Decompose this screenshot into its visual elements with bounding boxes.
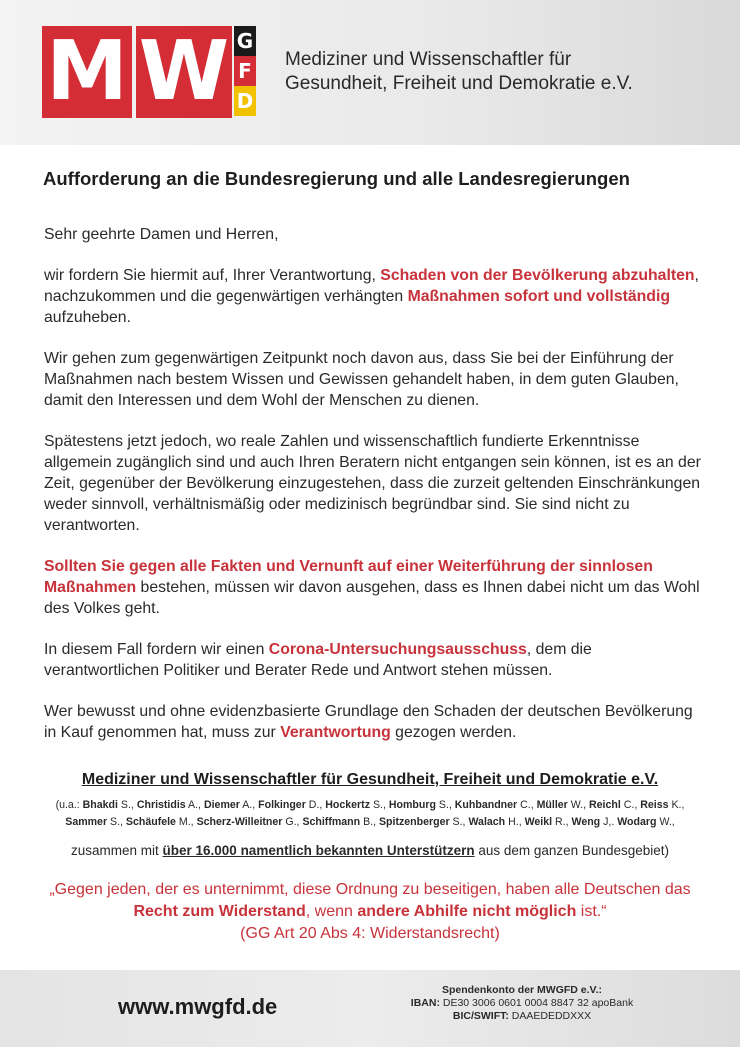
- signatory-surname: Folkinger: [258, 799, 306, 811]
- logo-gfd: [234, 26, 256, 118]
- signatory-surname: Diemer: [203, 799, 240, 811]
- signatory-surname: Scherz-Willeitner: [196, 816, 283, 828]
- highlight-text: Schaden von der Bevölkerung abzuhalten: [380, 267, 695, 284]
- supporters-line: zusammen mit über 16.000 namentlich bekannten Unterstützern aus dem ganzen Bundesgebiet): [70, 843, 669, 858]
- quote-reference: (GG Art 20 Abs 4: Widerstandsrecht): [240, 925, 500, 942]
- paragraph-evidence: Spätestens jetzt jedoch, wo reale Zahlen und wissenschaftlich fundierte Erkenntnisse allgemein zugänglich sind und auch Ihren Beratern nicht entgangen sein können, ist es an der Zeit, gegenüber der Bevölkerung einzugestehen, dass die zurzeit geltenden Einschränkungen weder sinnvoll, verhältnismäßig oder medizinisch begründbar sind. Sie sind nicht zu verantworten.: [44, 433, 701, 534]
- paragraph-committee: In diesem Fall fordern wir einen Corona-Untersuchungsausschuss, dem die verantwortlichen Politiker und Berater Rede und Antwort stehen müssen.: [44, 641, 592, 679]
- quote-text: „Gegen jeden, der es unternimmt, diese Ordnung zu beseitigen, haben alle Deutschen das Recht zum Widerstand, wenn andere Abhilfe nicht möglich ist.“: [49, 881, 691, 920]
- signatory-surname: Spitzenberger: [378, 816, 450, 828]
- footer: [0, 970, 740, 1047]
- header: [0, 0, 740, 145]
- supporters-count: über 16.000 namentlich bekannten Unterstützern: [162, 843, 475, 858]
- bank-title: Spendenkonto der MWGFD e.V.:: [441, 984, 603, 996]
- salutation: Sehr geehrte Damen und Herren,: [44, 226, 279, 243]
- paragraph-warning: Sollten Sie gegen alle Fakten und Vernunft auf einer Weiterführung der sinnlosen Maßnahmen bestehen, müssen wir davon ausgehen, dass es Ihnen dabei nicht um das Wohl des Volkes geht.: [44, 558, 700, 617]
- signatory-surname: Reichl: [589, 799, 621, 811]
- org-name-line1: Mediziner und Wissenschaftler für: [285, 49, 572, 70]
- signatory-surname: Walach: [468, 816, 506, 828]
- signatory-surname: Bhakdi: [82, 799, 118, 811]
- logo-g: G: [234, 26, 256, 56]
- signatory-surname: Schiffmann: [302, 816, 361, 828]
- highlight-text: Corona-Untersuchungsausschuss: [268, 641, 527, 658]
- signature-organization: Mediziner und Wissenschaftler für Gesundheit, Freiheit und Demokratie e.V.: [81, 771, 659, 788]
- org-name-line2: Gesundheit, Freiheit und Demokratie e.V.: [285, 73, 633, 94]
- mwgfd-logo: [42, 26, 256, 118]
- logo-m: M: [42, 26, 132, 118]
- signatory-surname: Schäufele: [125, 816, 176, 828]
- signatory-surname: Sammer: [65, 816, 108, 828]
- highlight-text: Verantwortung: [280, 724, 391, 741]
- signatory-surname: Hockertz: [325, 799, 371, 811]
- signatory-surname: Weng: [571, 816, 601, 828]
- paragraph-assumption: Wir gehen zum gegenwärtigen Zeitpunkt noch davon aus, dass Sie bei der Einführung der Maßnahmen nach bestem Wissen und Gewissen gehandelt haben, in dem guten Glauben, damit den Interessen und dem Wohl der Menschen zu dienen.: [44, 350, 679, 409]
- signatory-surname: Wodarg: [617, 816, 657, 828]
- signatory-surname: Kuhbandner: [454, 799, 518, 811]
- document-title: Aufforderung an die Bundesregierung und alle Landesregierungen: [43, 168, 630, 189]
- constitution-quote: [40, 879, 700, 945]
- logo-f: F: [234, 56, 256, 86]
- website-link[interactable]: www.mwgfd.de: [118, 994, 278, 1019]
- bic: DAAEDEDDXXX: [508, 1010, 592, 1022]
- signatory-surname: Reiss: [640, 799, 669, 811]
- paragraph-demand: wir fordern Sie hiermit auf, Ihrer Verantwortung, Schaden von der Bevölkerung abzuhalten, nachzukommen und die gegenwärtigen verhängten Maßnahmen sofort und vollständig aufzuheben.: [44, 267, 699, 326]
- signatory-surname: Homburg: [388, 799, 436, 811]
- highlight-text: Maßnahmen sofort und vollständig: [407, 288, 670, 305]
- letter-body: [44, 224, 704, 763]
- signature-block: [40, 771, 700, 831]
- signatory-surname: Christidis: [136, 799, 186, 811]
- iban: DE30 3006 0601 0004 8847 32 apoBank: [439, 997, 634, 1009]
- logo-w: W: [136, 26, 232, 118]
- signatory-surname: Weikl: [524, 816, 553, 828]
- bank-details: Spendenkonto der MWGFD e.V.: IBAN: DE30 3006 0601 0004 8847 32 apoBank BIC/SWIFT: DAAEDEDDXXX: [410, 984, 634, 1022]
- signatory-surname: Müller: [536, 799, 568, 811]
- organization-name: [285, 48, 705, 96]
- paragraph-responsibility: Wer bewusst und ohne evidenzbasierte Grundlage den Schaden der deutschen Bevölkerung in Kauf genommen hat, muss zur Verantwortung gezogen werden.: [44, 703, 693, 741]
- signatory-names: (u.a.: Bhakdi S., Christidis A., Diemer A., Folkinger D., Hockertz S., Homburg S., Kuhbandner C., Müller W., Reichl C., Reiss K., Sammer S., Schäufele M., Scherz-Willeitner G., Schiffmann B., Spitzenberger S., Walach H., Weikl R., Weng J,. Wodarg W.,: [55, 799, 685, 828]
- highlight-text: Sollten Sie gegen alle Fakten und Vernunft auf einer Weiterführung der sinnlosen Maßnahmen: [44, 558, 653, 596]
- logo-d: D: [234, 86, 256, 116]
